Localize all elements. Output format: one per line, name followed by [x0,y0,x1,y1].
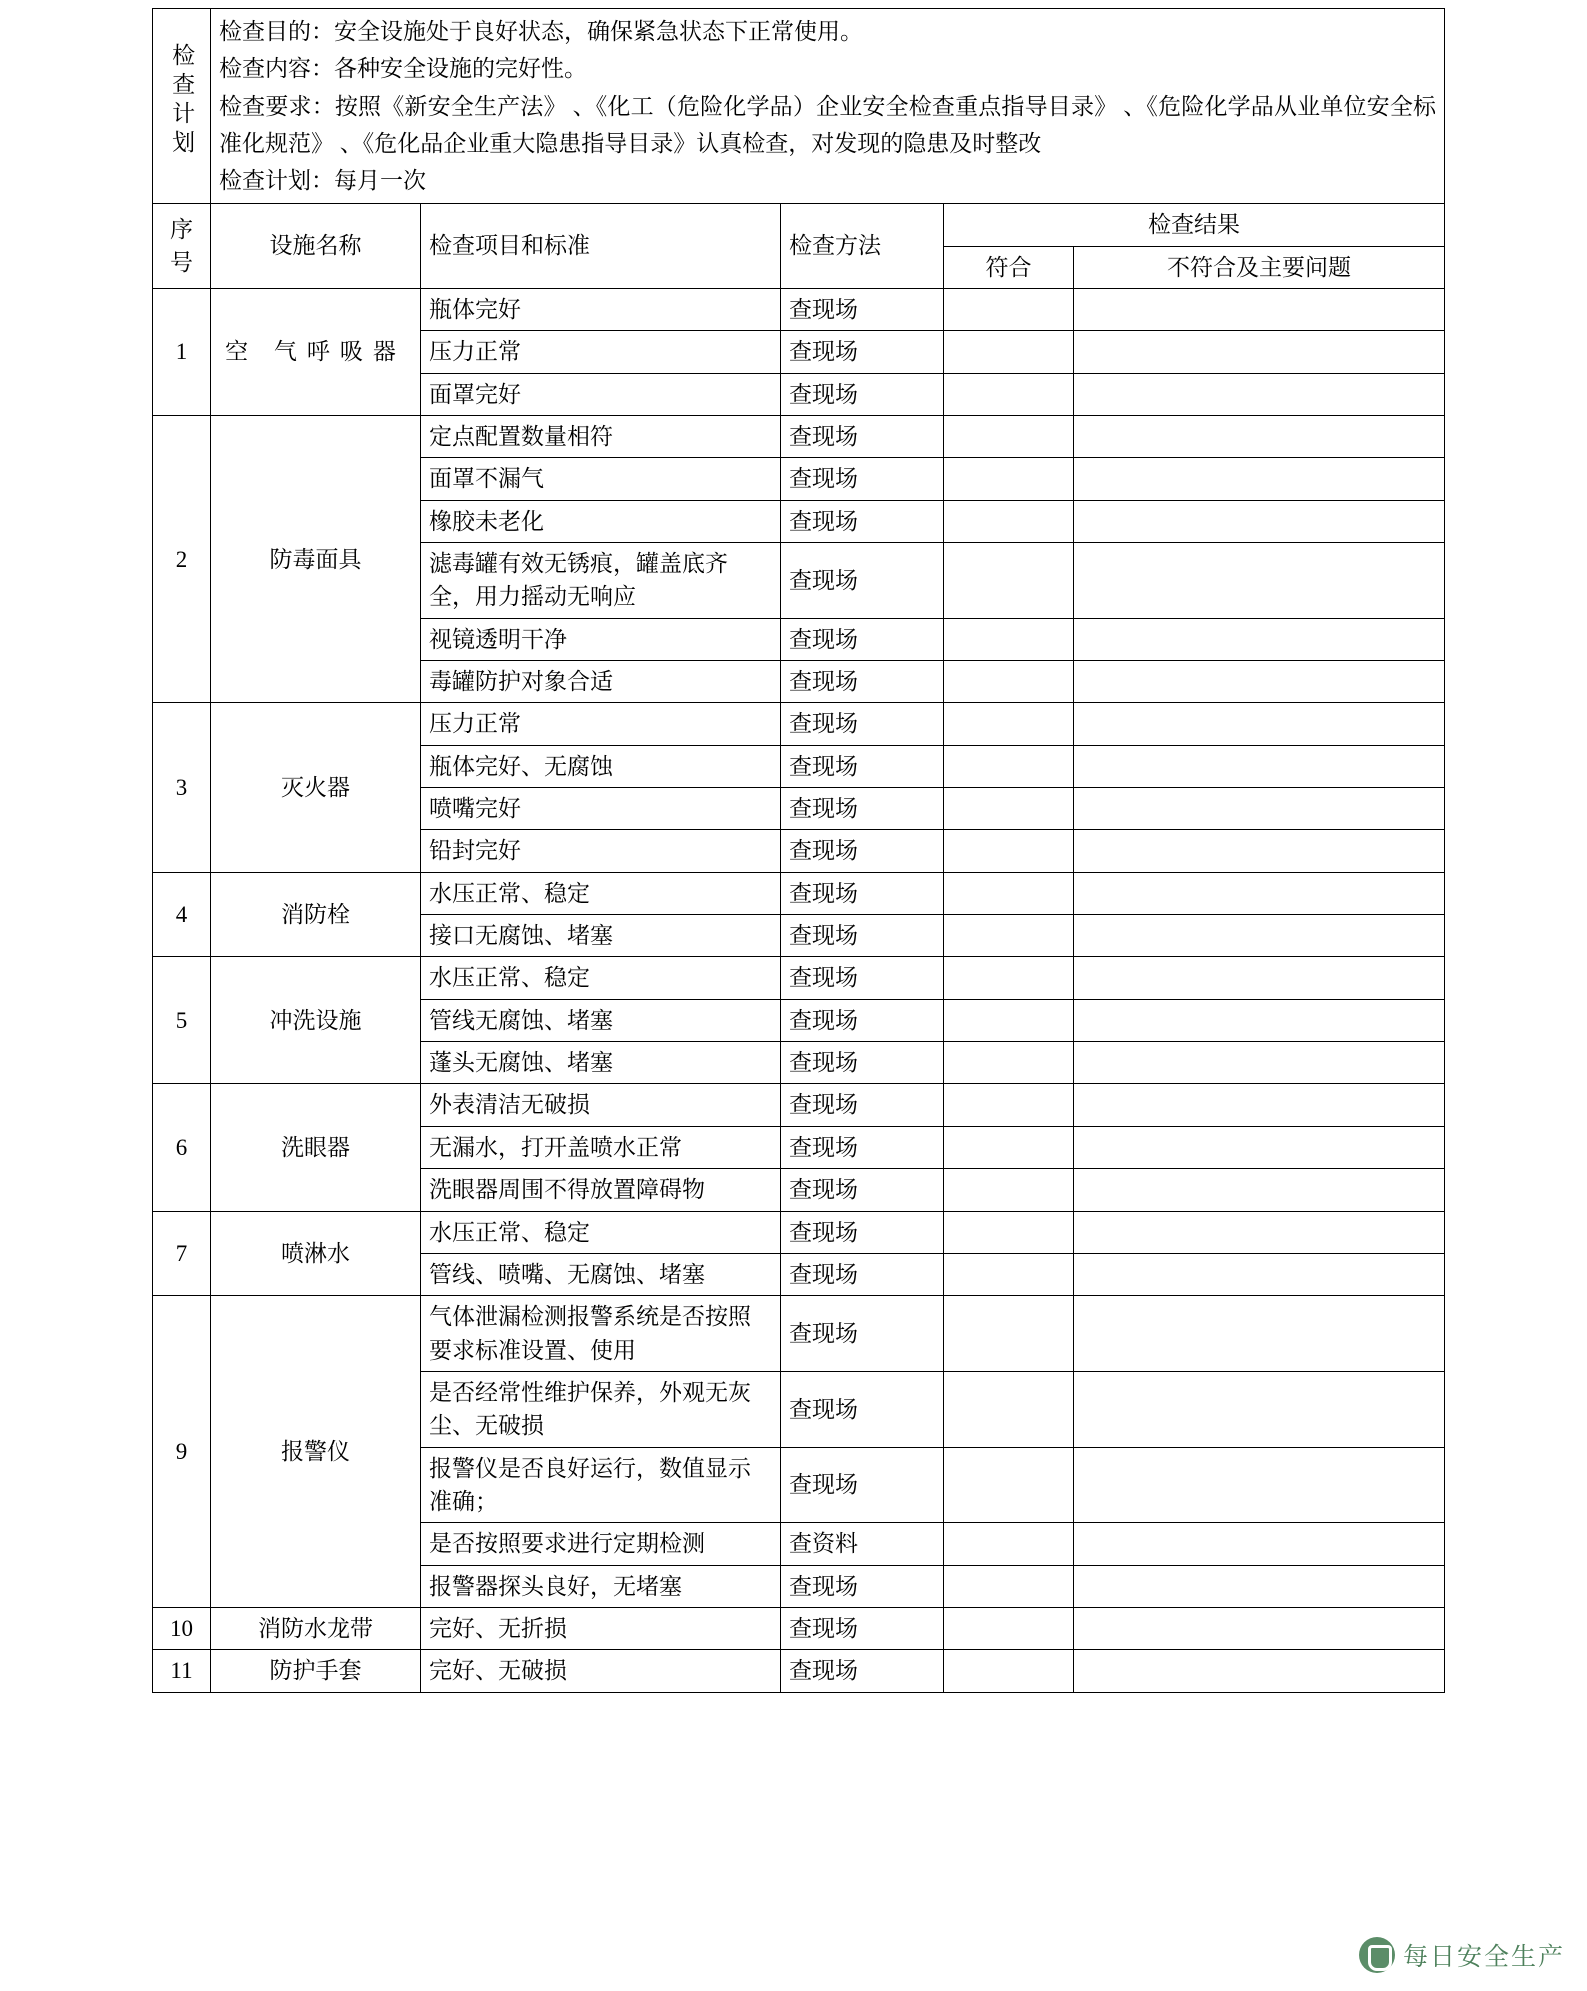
row-seq: 9 [153,1296,211,1608]
row-check-method: 查现场 [781,1296,944,1372]
plan-side-label-text: 检查计划 [169,43,195,160]
row-check-item: 水压正常、稳定 [421,957,781,999]
row-result-bad[interactable] [1074,1126,1445,1168]
plan-line: 检查内容：各种安全设施的完好性。 [219,56,587,82]
row-check-method: 查现场 [781,1169,944,1211]
row-facility-name: 喷淋水 [211,1211,421,1296]
row-check-method: 查现场 [781,458,944,500]
row-check-item: 喷嘴完好 [421,788,781,830]
row-check-method: 查现场 [781,618,944,660]
row-check-item: 是否按照要求进行定期检测 [421,1523,781,1565]
plan-row [153,9,1445,204]
row-check-method: 查现场 [781,1447,944,1523]
row-facility-name: 灭火器 [211,703,421,872]
row-check-method: 查现场 [781,745,944,787]
row-result-bad[interactable] [1074,618,1445,660]
row-facility-name: 消防栓 [211,872,421,957]
row-result-ok[interactable] [944,1126,1074,1168]
row-check-method: 查现场 [781,373,944,415]
row-check-item: 铅封完好 [421,830,781,872]
row-result-bad[interactable] [1074,500,1445,542]
row-result-ok[interactable] [944,331,1074,373]
row-result-ok[interactable] [944,1296,1074,1372]
row-result-ok[interactable] [944,543,1074,619]
table-row [153,1084,1445,1126]
table-row [153,1650,1445,1692]
row-result-ok[interactable] [944,1565,1074,1607]
row-check-item: 接口无腐蚀、堵塞 [421,915,781,957]
row-check-item: 报警器探头良好，无堵塞 [421,1565,781,1607]
row-result-ok[interactable] [944,915,1074,957]
row-result-ok[interactable] [944,999,1074,1041]
row-check-method: 查现场 [781,872,944,914]
row-result-bad[interactable] [1074,288,1445,330]
row-check-method: 查现场 [781,543,944,619]
row-check-method: 查现场 [781,500,944,542]
leaf-icon [1359,1937,1395,1973]
header-item: 检查项目和标准 [421,204,781,289]
row-result-bad[interactable] [1074,373,1445,415]
row-check-method: 查现场 [781,1650,944,1692]
table-row [153,288,1445,330]
table-row [153,957,1445,999]
table-body [153,9,1445,1693]
row-facility-name: 消防水龙带 [211,1607,421,1649]
row-result-ok[interactable] [944,830,1074,872]
row-result-bad[interactable] [1074,1565,1445,1607]
row-check-item: 瓶体完好、无腐蚀 [421,745,781,787]
row-result-bad[interactable] [1074,458,1445,500]
row-result-bad[interactable] [1074,788,1445,830]
row-result-ok[interactable] [944,1371,1074,1447]
header-result: 检查结果 [944,204,1445,246]
table-row [153,1607,1445,1649]
row-result-bad[interactable] [1074,543,1445,619]
row-result-bad[interactable] [1074,1296,1445,1372]
table-row [153,1211,1445,1253]
header-seq: 序号 [153,204,211,289]
row-seq: 11 [153,1650,211,1692]
row-result-ok[interactable] [944,1169,1074,1211]
row-facility-name: 冲洗设施 [211,957,421,1084]
row-facility-name: 报警仪 [211,1296,421,1608]
row-check-method: 查现场 [781,999,944,1041]
row-result-bad[interactable] [1074,1523,1445,1565]
row-check-item: 完好、无折损 [421,1607,781,1649]
row-check-item: 毒罐防护对象合适 [421,661,781,703]
row-check-item: 管线无腐蚀、堵塞 [421,999,781,1041]
row-check-item: 橡胶未老化 [421,500,781,542]
header-method: 检查方法 [781,204,944,289]
row-check-item: 压力正常 [421,331,781,373]
header-result-bad: 不符合及主要问题 [1074,246,1445,288]
row-result-bad[interactable] [1074,1447,1445,1523]
row-check-item: 洗眼器周围不得放置障碍物 [421,1169,781,1211]
row-result-bad[interactable] [1074,1211,1445,1253]
row-check-method: 查现场 [781,331,944,373]
table-row [153,703,1445,745]
row-seq: 6 [153,1084,211,1211]
row-check-item: 视镜透明干净 [421,618,781,660]
row-seq: 7 [153,1211,211,1296]
plan-line: 检查目的：安全设施处于良好状态，确保紧急状态下正常使用。 [219,19,863,44]
plan-line: 检查计划：每月一次 [219,168,426,193]
row-result-ok[interactable] [944,1042,1074,1084]
plan-line: 检查要求：按照《新安全生产法》 、《化工（危险化学品）企业安全检查重点指导目录》 、《危险化学品从业单位安全标准化规范》 、《危化品企业重大隐患指导目录》认真检查，对发现的隐患及时整改 [219,93,1437,156]
row-result-ok[interactable] [944,1447,1074,1523]
row-result-ok[interactable] [944,745,1074,787]
row-result-bad[interactable] [1074,915,1445,957]
row-result-bad[interactable] [1074,830,1445,872]
row-seq: 3 [153,703,211,872]
row-check-method: 查资料 [781,1523,944,1565]
row-result-bad[interactable] [1074,1169,1445,1211]
watermark-logo [1359,1937,1565,1973]
row-result-bad[interactable] [1074,1371,1445,1447]
row-result-ok[interactable] [944,500,1074,542]
row-check-item: 蓬头无腐蚀、堵塞 [421,1042,781,1084]
row-seq: 1 [153,288,211,415]
row-check-item: 外表清洁无破损 [421,1084,781,1126]
row-result-bad[interactable] [1074,1084,1445,1126]
watermark-text: 每日安全生产 [1402,1944,1565,1971]
row-seq: 4 [153,872,211,957]
row-facility-name: 空 气呼吸器 [211,288,421,415]
header-name: 设施名称 [211,204,421,289]
row-check-method: 查现场 [781,1084,944,1126]
header-result-ok: 符合 [944,246,1074,288]
table-row [153,1296,1445,1372]
row-check-item: 压力正常 [421,703,781,745]
row-result-ok[interactable] [944,1523,1074,1565]
row-check-method: 查现场 [781,1042,944,1084]
row-seq: 2 [153,415,211,702]
row-check-item: 气体泄漏检测报警系统是否按照要求标准设置、使用 [421,1296,781,1372]
row-check-method: 查现场 [781,1565,944,1607]
row-check-method: 查现场 [781,661,944,703]
row-check-method: 查现场 [781,1211,944,1253]
row-result-ok[interactable] [944,703,1074,745]
plan-side-label [153,9,211,204]
row-result-ok[interactable] [944,957,1074,999]
row-result-ok[interactable] [944,1253,1074,1295]
row-result-bad[interactable] [1074,703,1445,745]
row-check-item: 管线、喷嘴、无腐蚀、堵塞 [421,1253,781,1295]
row-result-ok[interactable] [944,288,1074,330]
row-result-bad[interactable] [1074,661,1445,703]
row-result-ok[interactable] [944,1084,1074,1126]
header-row-1 [153,204,1445,246]
row-result-bad[interactable] [1074,1253,1445,1295]
row-seq: 5 [153,957,211,1084]
row-facility-name: 防毒面具 [211,415,421,702]
row-result-bad[interactable] [1074,1650,1445,1692]
row-check-method: 查现场 [781,788,944,830]
row-facility-name: 洗眼器 [211,1084,421,1211]
row-check-method: 查现场 [781,957,944,999]
row-check-method: 查现场 [781,703,944,745]
row-result-bad[interactable] [1074,1042,1445,1084]
row-check-item: 面罩完好 [421,373,781,415]
row-check-item: 定点配置数量相符 [421,415,781,457]
row-result-bad[interactable] [1074,745,1445,787]
row-result-bad[interactable] [1074,999,1445,1041]
row-check-method: 查现场 [781,288,944,330]
row-result-bad[interactable] [1074,415,1445,457]
row-result-ok[interactable] [944,1211,1074,1253]
row-result-ok[interactable] [944,1607,1074,1649]
row-check-item: 滤毒罐有效无锈痕，罐盖底齐全，用力摇动无响应 [421,543,781,619]
table-row [153,415,1445,457]
row-check-item: 报警仪是否良好运行，数值显示准确； [421,1447,781,1523]
row-result-ok[interactable] [944,661,1074,703]
row-result-ok[interactable] [944,618,1074,660]
row-check-method: 查现场 [781,915,944,957]
row-check-item: 水压正常、稳定 [421,872,781,914]
row-result-bad[interactable] [1074,1607,1445,1649]
row-check-item: 完好、无破损 [421,1650,781,1692]
row-check-item: 无漏水，打开盖喷水正常 [421,1126,781,1168]
row-result-ok[interactable] [944,872,1074,914]
row-check-method: 查现场 [781,1371,944,1447]
row-result-ok[interactable] [944,1650,1074,1692]
safety-inspection-table [152,8,1445,1693]
row-facility-name: 防护手套 [211,1650,421,1692]
row-result-bad[interactable] [1074,331,1445,373]
plan-content [211,9,1445,204]
row-check-item: 面罩不漏气 [421,458,781,500]
row-check-method: 查现场 [781,1126,944,1168]
table-row [153,872,1445,914]
row-result-ok[interactable] [944,415,1074,457]
row-seq: 10 [153,1607,211,1649]
row-result-bad[interactable] [1074,872,1445,914]
row-check-item: 水压正常、稳定 [421,1211,781,1253]
row-result-ok[interactable] [944,788,1074,830]
row-check-method: 查现场 [781,830,944,872]
row-result-ok[interactable] [944,373,1074,415]
row-check-method: 查现场 [781,1253,944,1295]
row-check-item: 是否经常性维护保养，外观无灰尘、无破损 [421,1371,781,1447]
row-check-item: 瓶体完好 [421,288,781,330]
row-check-method: 查现场 [781,1607,944,1649]
row-result-ok[interactable] [944,458,1074,500]
row-check-method: 查现场 [781,415,944,457]
row-result-bad[interactable] [1074,957,1445,999]
